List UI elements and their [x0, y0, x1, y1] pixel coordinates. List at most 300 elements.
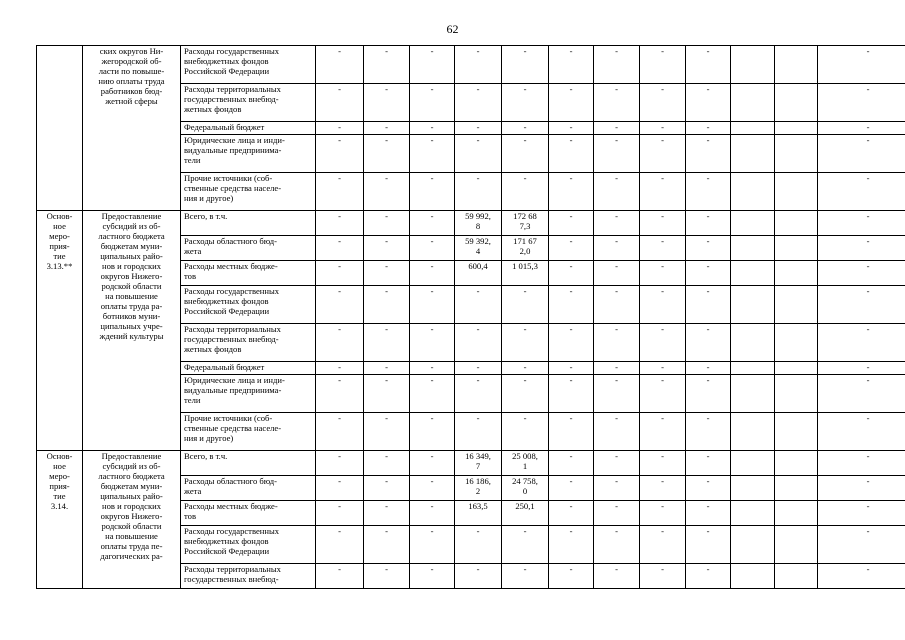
- value-cell: -: [316, 451, 364, 476]
- value-cell: -: [410, 286, 455, 324]
- value-cell: -: [410, 122, 455, 135]
- value-cell: -: [818, 135, 905, 173]
- value-cell: -: [364, 476, 410, 501]
- value-cell: -: [594, 476, 640, 501]
- value-cell: -: [502, 362, 549, 375]
- funding-source-line: Федеральный бюджет: [184, 362, 265, 372]
- value-cell: -: [364, 173, 410, 211]
- value-cell: -: [640, 122, 686, 135]
- measure-name-cell: [83, 211, 181, 451]
- funding-source-cell: [181, 122, 316, 135]
- funding-source-line: Расходы местных бюдже-: [184, 501, 278, 511]
- value-cell: 59 392, 4: [455, 236, 502, 261]
- value-cell: -: [364, 122, 410, 135]
- funding-source-line: видуальные предпринима-: [184, 145, 282, 155]
- measure-name-line: округов Нижего-: [100, 271, 163, 281]
- value-cell: -: [316, 476, 364, 501]
- funding-source-cell: [181, 451, 316, 476]
- value-cell: -: [455, 286, 502, 324]
- value-cell: -: [594, 84, 640, 122]
- measure-name-line: ботников муни-: [102, 311, 161, 321]
- value-cell: -: [640, 526, 686, 564]
- value-cell: -: [686, 451, 731, 476]
- value-cell: -: [502, 413, 549, 451]
- funding-source-line: государственных внебюд-: [184, 574, 279, 584]
- value-cell: -: [410, 526, 455, 564]
- value-cell: -: [364, 261, 410, 286]
- value-cell: [731, 564, 775, 589]
- value-cell: [775, 362, 818, 375]
- measure-name-line: ластного бюджета: [98, 471, 165, 481]
- value-cell: -: [818, 122, 905, 135]
- value-cell: -: [502, 375, 549, 413]
- funding-source-line: Всего, в т.ч.: [184, 211, 228, 221]
- measure-number-cell: [37, 46, 83, 211]
- value-cell: -: [640, 413, 686, 451]
- funding-source-line: жета: [184, 486, 202, 496]
- value-cell: 24 758, 0: [502, 476, 549, 501]
- value-cell: -: [640, 135, 686, 173]
- value-cell: -: [640, 236, 686, 261]
- value-cell: -: [316, 173, 364, 211]
- value-cell: 172 68 7,3: [502, 211, 549, 236]
- value-cell: [775, 46, 818, 84]
- value-cell: -: [502, 122, 549, 135]
- value-cell: [731, 501, 775, 526]
- funding-source-cell: [181, 413, 316, 451]
- measure-name-line: Предоставление: [101, 451, 162, 461]
- value-cell: -: [364, 375, 410, 413]
- value-cell: -: [316, 375, 364, 413]
- measure-number-line: прия-: [49, 241, 70, 251]
- value-cell: -: [410, 451, 455, 476]
- funding-source-line: ственные средства населе-: [184, 423, 282, 433]
- value-cell: -: [316, 324, 364, 362]
- value-cell: -: [316, 261, 364, 286]
- value-cell: -: [686, 362, 731, 375]
- value-cell: -: [640, 476, 686, 501]
- value-cell: -: [410, 375, 455, 413]
- value-cell: -: [364, 564, 410, 589]
- value-cell: -: [686, 173, 731, 211]
- measure-name-line: бюджетам муни-: [100, 241, 163, 251]
- value-cell: [731, 476, 775, 501]
- value-cell: -: [594, 375, 640, 413]
- value-cell: -: [410, 324, 455, 362]
- value-cell: [731, 324, 775, 362]
- value-cell: -: [316, 122, 364, 135]
- value-cell: -: [455, 324, 502, 362]
- value-cell: -: [549, 564, 594, 589]
- funding-source-cell: [181, 362, 316, 375]
- funding-source-cell: [181, 526, 316, 564]
- funding-source-line: Российской Федерации: [184, 546, 270, 556]
- value-cell: -: [818, 173, 905, 211]
- funding-source-line: Российской Федерации: [184, 66, 270, 76]
- value-cell: -: [502, 286, 549, 324]
- value-cell: -: [818, 84, 905, 122]
- value-cell: -: [594, 413, 640, 451]
- value-cell: [775, 526, 818, 564]
- value-cell: -: [640, 173, 686, 211]
- funding-source-cell: [181, 375, 316, 413]
- value-cell: -: [594, 236, 640, 261]
- funding-source-line: государственных внебюд-: [184, 94, 279, 104]
- measure-number-cell: [37, 211, 83, 451]
- value-cell: -: [549, 46, 594, 84]
- funding-source-line: ственные средства населе-: [184, 183, 282, 193]
- value-cell: -: [818, 236, 905, 261]
- measure-name-line: ждений культуры: [99, 331, 164, 341]
- value-cell: -: [640, 211, 686, 236]
- value-cell: -: [410, 135, 455, 173]
- value-cell: -: [455, 413, 502, 451]
- value-cell: -: [686, 236, 731, 261]
- value-cell: -: [686, 564, 731, 589]
- value-cell: -: [686, 375, 731, 413]
- value-cell: -: [640, 501, 686, 526]
- value-cell: -: [410, 173, 455, 211]
- measure-name-line: дагогических ра-: [100, 551, 163, 561]
- value-cell: -: [549, 122, 594, 135]
- value-cell: -: [410, 46, 455, 84]
- value-cell: 16 349, 7: [455, 451, 502, 476]
- value-cell: [775, 135, 818, 173]
- funding-source-line: Юридические лица и инди-: [184, 135, 285, 145]
- value-cell: -: [594, 324, 640, 362]
- measure-name-line: родской области: [101, 281, 162, 291]
- measure-number-line: тие: [53, 251, 66, 261]
- funding-source-line: внебюджетных фондов: [184, 536, 269, 546]
- value-cell: -: [640, 84, 686, 122]
- value-cell: [731, 261, 775, 286]
- measure-name-line: субсидий из об-: [102, 461, 161, 471]
- value-cell: -: [502, 526, 549, 564]
- value-cell: -: [818, 362, 905, 375]
- value-cell: -: [316, 362, 364, 375]
- value-cell: -: [316, 526, 364, 564]
- value-cell: -: [549, 501, 594, 526]
- value-cell: -: [316, 211, 364, 236]
- value-cell: -: [818, 211, 905, 236]
- value-cell: [775, 501, 818, 526]
- value-cell: -: [640, 46, 686, 84]
- value-cell: -: [502, 46, 549, 84]
- value-cell: -: [686, 211, 731, 236]
- value-cell: [775, 122, 818, 135]
- value-cell: 163,5: [455, 501, 502, 526]
- value-cell: [775, 236, 818, 261]
- value-cell: -: [410, 413, 455, 451]
- funding-source-line: жета: [184, 246, 202, 256]
- value-cell: 16 186, 2: [455, 476, 502, 501]
- value-cell: -: [594, 211, 640, 236]
- value-cell: [731, 173, 775, 211]
- funding-source-cell: [181, 84, 316, 122]
- value-cell: -: [455, 375, 502, 413]
- value-cell: -: [455, 362, 502, 375]
- value-cell: -: [686, 526, 731, 564]
- value-cell: [731, 362, 775, 375]
- value-cell: -: [502, 84, 549, 122]
- value-cell: -: [818, 564, 905, 589]
- measure-name-line: родской области: [101, 521, 162, 531]
- funding-source-line: жетных фондов: [184, 104, 242, 114]
- funding-source-line: Российской Федерации: [184, 306, 270, 316]
- measure-name-line: субсидий из об-: [102, 221, 161, 231]
- measure-name-line: жетной сферы: [105, 96, 158, 106]
- value-cell: -: [818, 476, 905, 501]
- value-cell: -: [502, 173, 549, 211]
- value-cell: -: [410, 84, 455, 122]
- funding-source-line: Расходы территориальных: [184, 84, 281, 94]
- value-cell: -: [818, 46, 905, 84]
- value-cell: 59 992, 8: [455, 211, 502, 236]
- value-cell: 600,4: [455, 261, 502, 286]
- value-cell: -: [549, 451, 594, 476]
- value-cell: -: [686, 135, 731, 173]
- table-row: [37, 211, 905, 236]
- funding-source-line: Расходы областного бюд-: [184, 476, 277, 486]
- measure-name-line: нов и городских: [101, 501, 162, 511]
- value-cell: -: [686, 286, 731, 324]
- value-cell: -: [594, 451, 640, 476]
- value-cell: -: [410, 362, 455, 375]
- value-cell: -: [455, 46, 502, 84]
- value-cell: -: [594, 122, 640, 135]
- value-cell: -: [594, 362, 640, 375]
- value-cell: -: [410, 236, 455, 261]
- funding-source-line: Прочие источники (соб-: [184, 413, 273, 423]
- value-cell: [775, 451, 818, 476]
- value-cell: [731, 236, 775, 261]
- value-cell: -: [549, 375, 594, 413]
- value-cell: -: [410, 564, 455, 589]
- value-cell: -: [686, 261, 731, 286]
- measure-number-line: ное: [53, 221, 66, 231]
- value-cell: -: [640, 451, 686, 476]
- value-cell: [731, 286, 775, 324]
- measure-name-line: оплаты труда пе-: [100, 541, 163, 551]
- value-cell: -: [686, 84, 731, 122]
- funding-source-cell: [181, 261, 316, 286]
- value-cell: -: [686, 476, 731, 501]
- value-cell: -: [455, 135, 502, 173]
- value-cell: -: [455, 526, 502, 564]
- value-cell: -: [410, 476, 455, 501]
- value-cell: -: [640, 261, 686, 286]
- funding-source-line: ния и другое): [184, 193, 234, 203]
- value-cell: -: [640, 375, 686, 413]
- value-cell: -: [316, 135, 364, 173]
- value-cell: -: [364, 362, 410, 375]
- value-cell: -: [549, 261, 594, 286]
- funding-source-line: Расходы государственных: [184, 526, 280, 536]
- measure-number-line: прия-: [49, 481, 70, 491]
- measure-name-line: на повышение: [105, 531, 158, 541]
- measure-name-line: нов и городских: [101, 261, 162, 271]
- value-cell: -: [364, 451, 410, 476]
- value-cell: -: [594, 564, 640, 589]
- value-cell: 250,1: [502, 501, 549, 526]
- value-cell: -: [686, 46, 731, 84]
- budget-table: [36, 45, 905, 589]
- value-cell: [731, 46, 775, 84]
- value-cell: -: [410, 501, 455, 526]
- value-cell: -: [364, 46, 410, 84]
- measure-number-line: Основ-: [46, 211, 73, 221]
- value-cell: -: [549, 84, 594, 122]
- funding-source-line: внебюджетных фондов: [184, 56, 269, 66]
- funding-source-line: Расходы местных бюдже-: [184, 261, 278, 271]
- value-cell: [731, 122, 775, 135]
- funding-source-line: тели: [184, 395, 201, 405]
- value-cell: -: [410, 261, 455, 286]
- value-cell: [775, 211, 818, 236]
- measure-name-cell: [83, 46, 181, 211]
- value-cell: -: [502, 564, 549, 589]
- value-cell: [731, 526, 775, 564]
- value-cell: [731, 84, 775, 122]
- measure-name-line: жегородской об-: [101, 56, 162, 66]
- value-cell: -: [818, 324, 905, 362]
- value-cell: [775, 261, 818, 286]
- funding-source-cell: [181, 135, 316, 173]
- value-cell: -: [316, 286, 364, 324]
- funding-source-line: внебюджетных фондов: [184, 296, 269, 306]
- value-cell: -: [364, 324, 410, 362]
- funding-source-line: Федеральный бюджет: [184, 122, 265, 132]
- funding-source-line: Расходы государственных: [184, 286, 280, 296]
- measure-name-line: ластного бюджета: [98, 231, 165, 241]
- value-cell: -: [686, 413, 731, 451]
- value-cell: -: [549, 236, 594, 261]
- measure-name-line: ципальных райо-: [100, 251, 163, 261]
- measure-name-line: на повышение: [105, 291, 158, 301]
- value-cell: -: [410, 211, 455, 236]
- value-cell: [775, 324, 818, 362]
- funding-source-line: тов: [184, 511, 196, 521]
- value-cell: [775, 413, 818, 451]
- value-cell: [775, 476, 818, 501]
- value-cell: -: [818, 413, 905, 451]
- value-cell: 25 008, 1: [502, 451, 549, 476]
- value-cell: -: [364, 135, 410, 173]
- value-cell: -: [549, 211, 594, 236]
- measure-number-line: тие: [53, 491, 66, 501]
- measure-number-line: меро-: [49, 471, 70, 481]
- funding-source-line: Расходы территориальных: [184, 564, 281, 574]
- value-cell: -: [640, 324, 686, 362]
- funding-source-line: Расходы государственных: [184, 46, 280, 56]
- value-cell: 171 67 2,0: [502, 236, 549, 261]
- value-cell: -: [316, 413, 364, 451]
- value-cell: -: [316, 564, 364, 589]
- value-cell: [775, 173, 818, 211]
- value-cell: -: [549, 526, 594, 564]
- value-cell: -: [502, 324, 549, 362]
- value-cell: -: [818, 375, 905, 413]
- funding-source-line: тов: [184, 271, 196, 281]
- value-cell: -: [594, 261, 640, 286]
- value-cell: [731, 451, 775, 476]
- value-cell: -: [549, 135, 594, 173]
- funding-source-cell: [181, 286, 316, 324]
- funding-source-line: видуальные предпринима-: [184, 385, 282, 395]
- measure-name-line: ципальных учре-: [100, 321, 163, 331]
- funding-source-line: государственных внебюд-: [184, 334, 279, 344]
- value-cell: -: [686, 122, 731, 135]
- value-cell: -: [502, 135, 549, 173]
- value-cell: -: [364, 413, 410, 451]
- value-cell: 1 015,3: [502, 261, 549, 286]
- funding-source-line: Юридические лица и инди-: [184, 375, 285, 385]
- value-cell: -: [818, 261, 905, 286]
- funding-source-line: тели: [184, 155, 201, 165]
- funding-source-cell: [181, 211, 316, 236]
- funding-source-line: ния и другое): [184, 433, 234, 443]
- value-cell: -: [364, 526, 410, 564]
- value-cell: [775, 375, 818, 413]
- value-cell: -: [594, 286, 640, 324]
- value-cell: -: [364, 501, 410, 526]
- value-cell: -: [686, 324, 731, 362]
- value-cell: -: [594, 526, 640, 564]
- value-cell: -: [549, 362, 594, 375]
- value-cell: -: [818, 286, 905, 324]
- value-cell: [775, 564, 818, 589]
- measure-name-line: ских округов Ни-: [99, 46, 164, 56]
- value-cell: -: [455, 84, 502, 122]
- value-cell: [731, 211, 775, 236]
- value-cell: [731, 413, 775, 451]
- value-cell: -: [316, 236, 364, 261]
- value-cell: -: [364, 236, 410, 261]
- value-cell: -: [316, 46, 364, 84]
- value-cell: -: [594, 135, 640, 173]
- funding-source-line: Расходы областного бюд-: [184, 236, 277, 246]
- value-cell: -: [818, 526, 905, 564]
- value-cell: -: [549, 413, 594, 451]
- value-cell: -: [818, 451, 905, 476]
- measure-name-line: оплаты труда ра-: [100, 301, 163, 311]
- value-cell: -: [549, 476, 594, 501]
- measure-number-line: меро-: [49, 231, 70, 241]
- table-row: [37, 451, 905, 476]
- funding-source-line: Прочие источники (соб-: [184, 173, 273, 183]
- measure-name-line: нию оплаты труда: [98, 76, 165, 86]
- measure-name-line: ципальных райо-: [100, 491, 163, 501]
- measure-name-line: ласти по повыше-: [98, 66, 165, 76]
- value-cell: -: [686, 501, 731, 526]
- measure-number-line: Основ-: [46, 451, 73, 461]
- value-cell: -: [455, 173, 502, 211]
- value-cell: [731, 375, 775, 413]
- measure-number-line: ное: [53, 461, 66, 471]
- measure-name-line: бюджетам муни-: [100, 481, 163, 491]
- funding-source-cell: [181, 564, 316, 589]
- value-cell: -: [640, 286, 686, 324]
- value-cell: -: [640, 564, 686, 589]
- funding-source-line: Расходы территориальных: [184, 324, 281, 334]
- measure-name-line: округов Нижего-: [100, 511, 163, 521]
- funding-source-cell: [181, 501, 316, 526]
- funding-source-cell: [181, 476, 316, 501]
- value-cell: -: [640, 362, 686, 375]
- funding-source-line: жетных фондов: [184, 344, 242, 354]
- measure-number-cell: [37, 451, 83, 589]
- measure-number-line: 3.13.**: [46, 261, 73, 271]
